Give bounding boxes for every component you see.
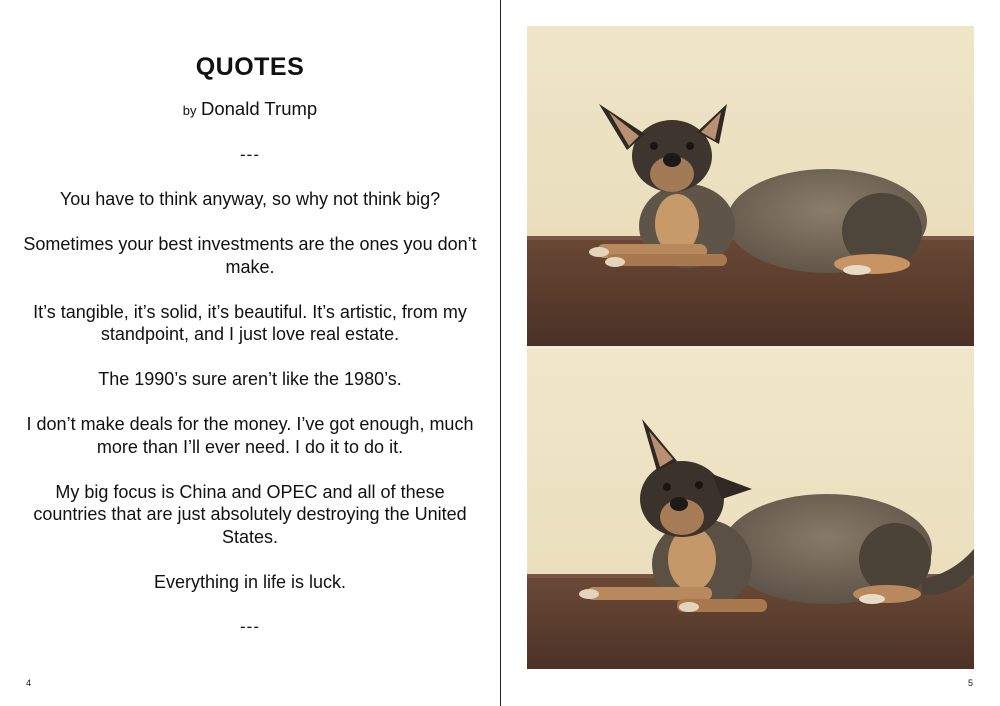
quote-item: My big focus is China and OPEC and all of these countries that are just absolutely destroying the United States.: [33, 481, 467, 547]
quotes-text-block: [20, 50, 480, 638]
dog-photo-top-image: [527, 26, 974, 346]
byline-prefix: by: [182, 103, 197, 118]
byline: [20, 96, 480, 124]
right-page: [501, 0, 1000, 706]
quote-item: It’s tangible, it’s solid, it’s beautiful. It’s artistic, from my standpoint, and I just love real estate.: [33, 301, 467, 344]
page-title: QUOTES: [195, 53, 305, 81]
photo-frame: [527, 26, 974, 669]
quote-item: The 1990’s sure aren’t like the 1980’s.: [98, 369, 402, 389]
quote-item: I don’t make deals for the money. I’ve got enough, much more than I’ll ever need. I do it to do it.: [26, 414, 474, 457]
end-separator: ---: [240, 616, 260, 636]
page-number-left: 4: [26, 678, 32, 688]
dog-photo-bottom: [527, 349, 974, 669]
separator: ---: [240, 145, 260, 164]
dog-photo-top: [527, 26, 974, 346]
quote-list: [20, 188, 480, 593]
quote-item: Sometimes your best investments are the ones you don’t make.: [23, 234, 477, 277]
quote-item: You have to think anyway, so why not think big?: [59, 189, 441, 209]
dog-photo-bottom-image: [527, 349, 974, 669]
page-number-right: 5: [967, 678, 973, 688]
quote-item: Everything in life is luck.: [153, 571, 347, 592]
author-name: Donald Trump: [200, 98, 318, 119]
